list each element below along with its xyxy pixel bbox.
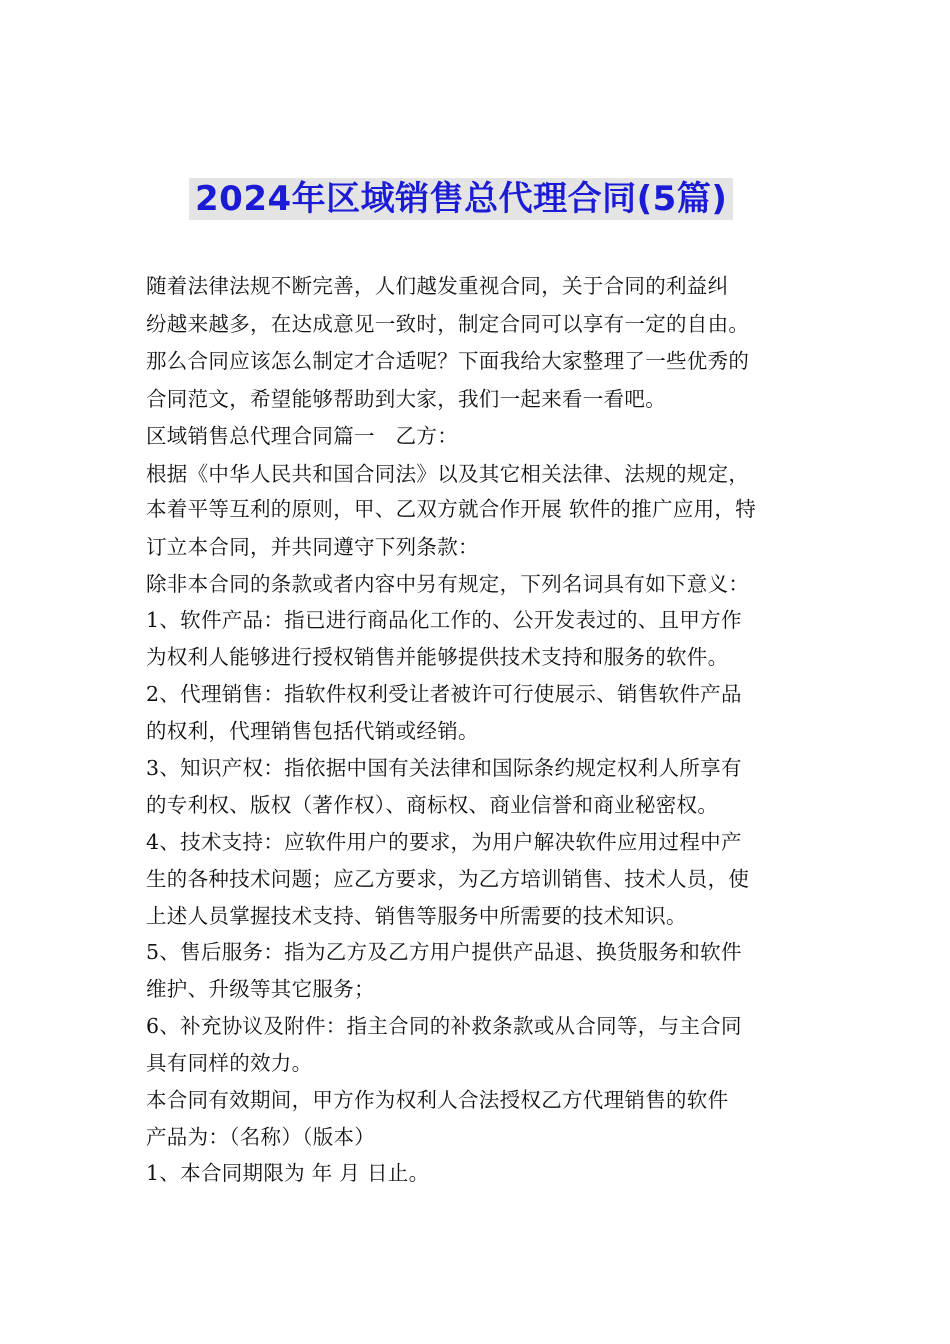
body-line: 3、知识产权：指依据中国有关法律和国际条约规定权利人所享有: [146, 756, 742, 780]
body-line: 为权利人能够进行授权销售并能够提供技术支持和服务的软件。: [146, 645, 729, 669]
body-line: 订立本合同，并共同遵守下列条款：: [146, 535, 479, 559]
body-line: 1、软件产品：指已进行商品化工作的、公开发表过的、且甲方作: [146, 608, 742, 632]
body-line: 的权利，代理销售包括代销或经销。: [146, 719, 479, 743]
section-heading: 区域销售总代理合同篇一 乙方：: [146, 424, 458, 448]
body-line: 合同范文，希望能够帮助到大家，我们一起来看一看吧。: [146, 387, 666, 411]
body-line: 本合同有效期间，甲方作为权利人合法授权乙方代理销售的软件: [146, 1088, 729, 1112]
body-line: 纷越来越多，在达成意见一致时，制定合同可以享有一定的自由。: [146, 312, 750, 336]
body-line: 的专利权、版权（著作权）、商标权、商业信誉和商业秘密权。: [146, 793, 719, 817]
body-line: 生的各种技术问题；应乙方要求，为乙方培训销售、技术人员，使: [146, 867, 750, 891]
body-line: 本着平等互利的原则，甲、乙双方就合作开展 软件的推广应用，特: [146, 497, 757, 521]
body-line: 除非本合同的条款或者内容中另有规定，下列名词具有如下意义：: [146, 572, 750, 596]
body-line: 那么合同应该怎么制定才合适呢？下面我给大家整理了一些优秀的: [146, 349, 750, 373]
document-title: 2024年区域销售总代理合同(5篇): [189, 178, 733, 220]
body-line: 产品为：（名称）（版本）: [146, 1125, 376, 1149]
body-line: 1、本合同期限为 年 月 日止。: [146, 1161, 430, 1185]
body-line: 2、代理销售：指软件权利受让者被许可行使展示、销售软件产品: [146, 682, 742, 706]
body-line: 6、补充协议及附件：指主合同的补救条款或从合同等，与主合同: [146, 1014, 742, 1038]
body-line: 上述人员掌握技术支持、销售等服务中所需要的技术知识。: [146, 904, 687, 928]
body-line: 根据《中华人民共和国合同法》以及其它相关法律、法规的规定，: [146, 462, 750, 486]
body-line: 5、售后服务：指为乙方及乙方用户提供产品退、换货服务和软件: [146, 940, 742, 964]
body-line: 4、技术支持：应软件用户的要求，为用户解决软件应用过程中产: [146, 830, 742, 854]
body-line: 随着法律法规不断完善，人们越发重视合同，关于合同的利益纠: [146, 274, 729, 298]
body-line: 维护、升级等其它服务；: [146, 977, 375, 1001]
body-line: 具有同样的效力。: [146, 1051, 313, 1075]
